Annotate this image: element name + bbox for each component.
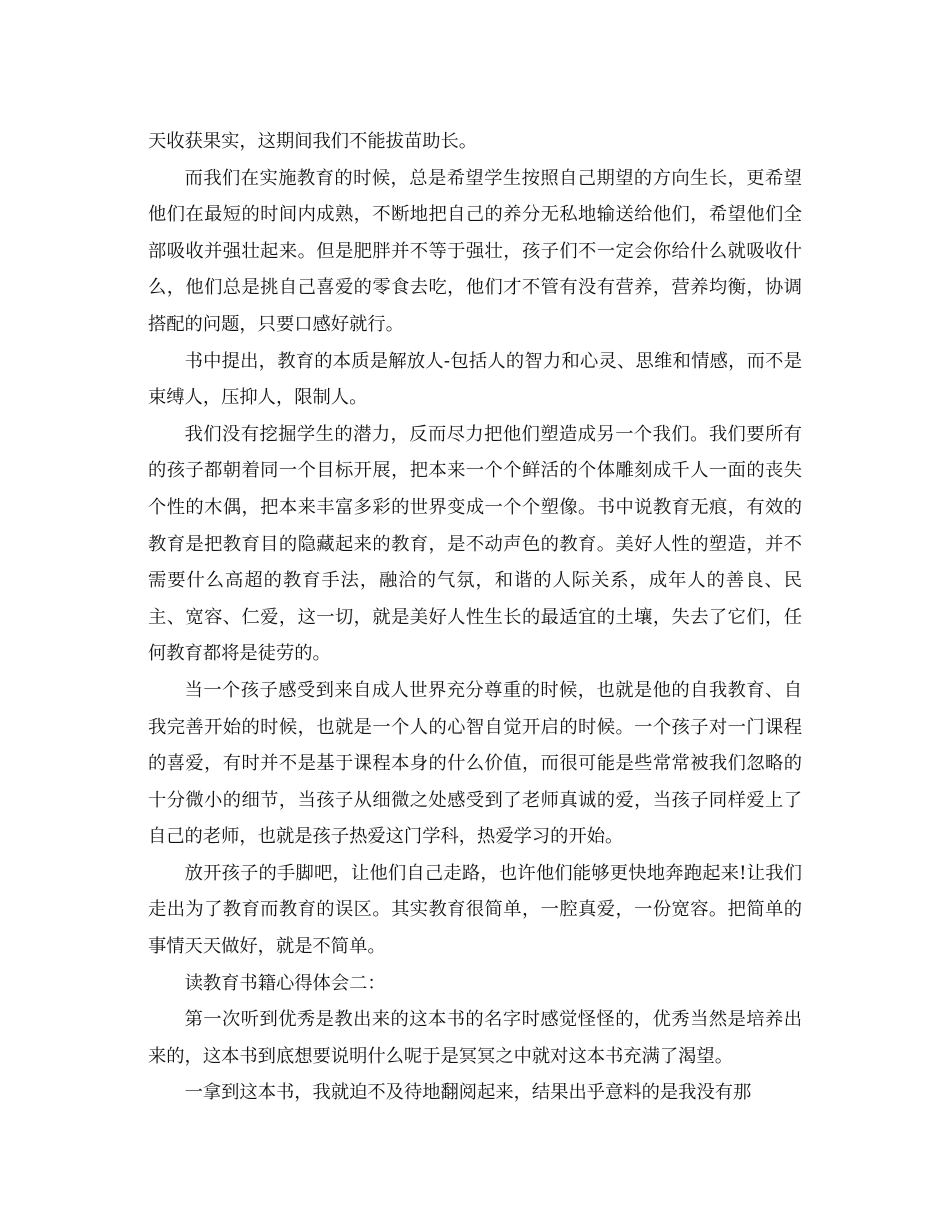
- paragraph-5: 当一个孩子感受到来自成人世界充分尊重的时候，也就是他的自我教育、自我完善开始的时候，也就是一个人的心智自觉开启的时候。一个孩子对一门课程的喜爱，有时并不是基于课程本身的什么价值，而很可能是些常常被我们忽略的十分微小的细节，当孩子从细微之处感受到了老师真诚的爱，当孩子同样爱上了自己的老师，也就是孩子热爱这门学科，热爱学习的开始。: [148, 679, 802, 848]
- paragraph-6: 放开孩子的手脚吧，让他们自己走路，也许他们能够更快地奔跑起来!让我们走出为了教育而教育的误区。其实教育很简单，一腔真爱，一份宽容。把简单的事情天天做好，就是不简单。: [148, 862, 802, 958]
- paragraph-2: 而我们在实施教育的时候，总是希望学生按照自己期望的方向生长，更希望他们在最短的时间内成熟，不断地把自己的养分无私地输送给他们，希望他们全部吸收并强壮起来。但是肥胖并不等于强壮，孩子们不一定会你给什么就吸收什么，他们总是挑自己喜爱的零食去吃，他们才不管有没有营养，营养均衡，协调搭配的问题，只要口感好就行。: [148, 167, 802, 335]
- paragraph-3: 书中提出，教育的本质是解放人-包括人的智力和心灵、思维和情感，而不是束缚人，压抑人，限制人。: [148, 350, 802, 409]
- section-heading-2: 读教育书籍心得体会二：: [184, 972, 386, 994]
- paragraph-4: 我们没有挖掘学生的潜力，反而尽力把他们塑造成另一个我们。我们要所有的孩子都朝着同一个目标开展，把本来一个个鲜活的个体雕刻成千人一面的丧失个性的木偶，把本来丰富多彩的世界变成一个个塑像。书中说教育无痕，有效的教育是把教育目的隐藏起来的教育，是不动声色的教育。美好人性的塑造，并不需要什么高超的教育手法，融洽的气氛，和谐的人际关系，成年人的善良、民主、宽容、仁爱，这一切，就是美好人性生长的最适宜的土壤，失去了它们，任何教育都将是徒劳的。: [148, 423, 802, 665]
- document-body: [148, 124, 802, 1112]
- paragraph-7: 第一次听到优秀是教出来的这本书的名字时感觉怪怪的，优秀当然是培养出来的，这本书到底想要说明什么呢于是冥冥之中就对这本书充满了渴望。: [148, 1009, 802, 1067]
- paragraph-8: 一拿到这本书，我就迫不及待地翻阅起来，结果出乎意料的是我没有那: [184, 1082, 752, 1104]
- paragraph-1: 天收获果实，这期间我们不能拔苗助长。: [148, 131, 478, 152]
